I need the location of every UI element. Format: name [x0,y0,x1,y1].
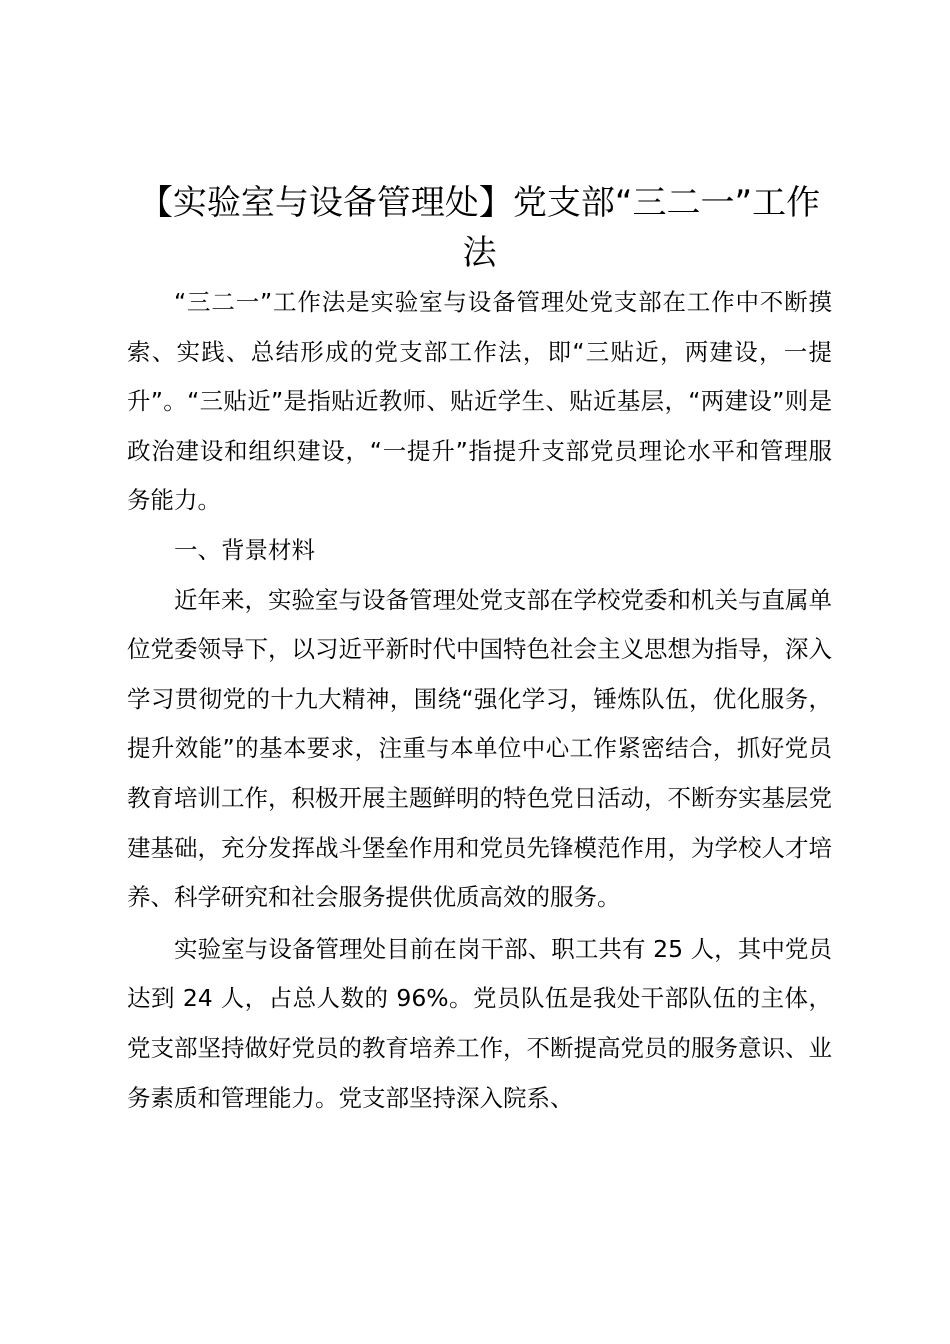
document-body [127,178,832,1123]
background-paragraph-1: 近年来，实验室与设备管理处党支部在学校党委和机关与直属单位党委领导下，以习近平新时代中国特色社会主义思想为指导，深入学习贯彻党的十九大精神，围绕“强化学习，锤炼队伍，优化服务，提升效能”的基本要求，注重与本单位中心工作紧密结合，抓好党员教育培训工作，积极开展主题鲜明的特色党日活动，不断夯实基层党建基础，充分发挥战斗堡垒作用和党员先锋模范作用，为学校人才培养、科学研究和社会服务提供优质高效的服务。 [127,585,832,912]
document-title: 【实验室与设备管理处】党支部“三二一”工作法 [138,183,821,273]
section-heading: 一、背景材料 [174,535,315,564]
background-paragraph-2: 实验室与设备管理处目前在岗干部、职工共有 25 人，其中党员达到 24 人，占总人数的 96%。党员队伍是我处干部队伍的主体，党支部坚持做好党员的教育培养工作，不断提高党员的服务意识、业务素质和管理能力。党支部坚持深入院系、 [127,934,832,1112]
intro-paragraph: “三二一”工作法是实验室与设备管理处党支部在工作中不断摸索、实践、总结形成的党支部工作法，即“三贴近，两建设，一提升”。“三贴近”是指贴近教师、贴近学生、贴近基层，“两建设”则是政治建设和组织建设，“一提升”指提升支部党员理论水平和管理服务能力。 [127,288,832,515]
